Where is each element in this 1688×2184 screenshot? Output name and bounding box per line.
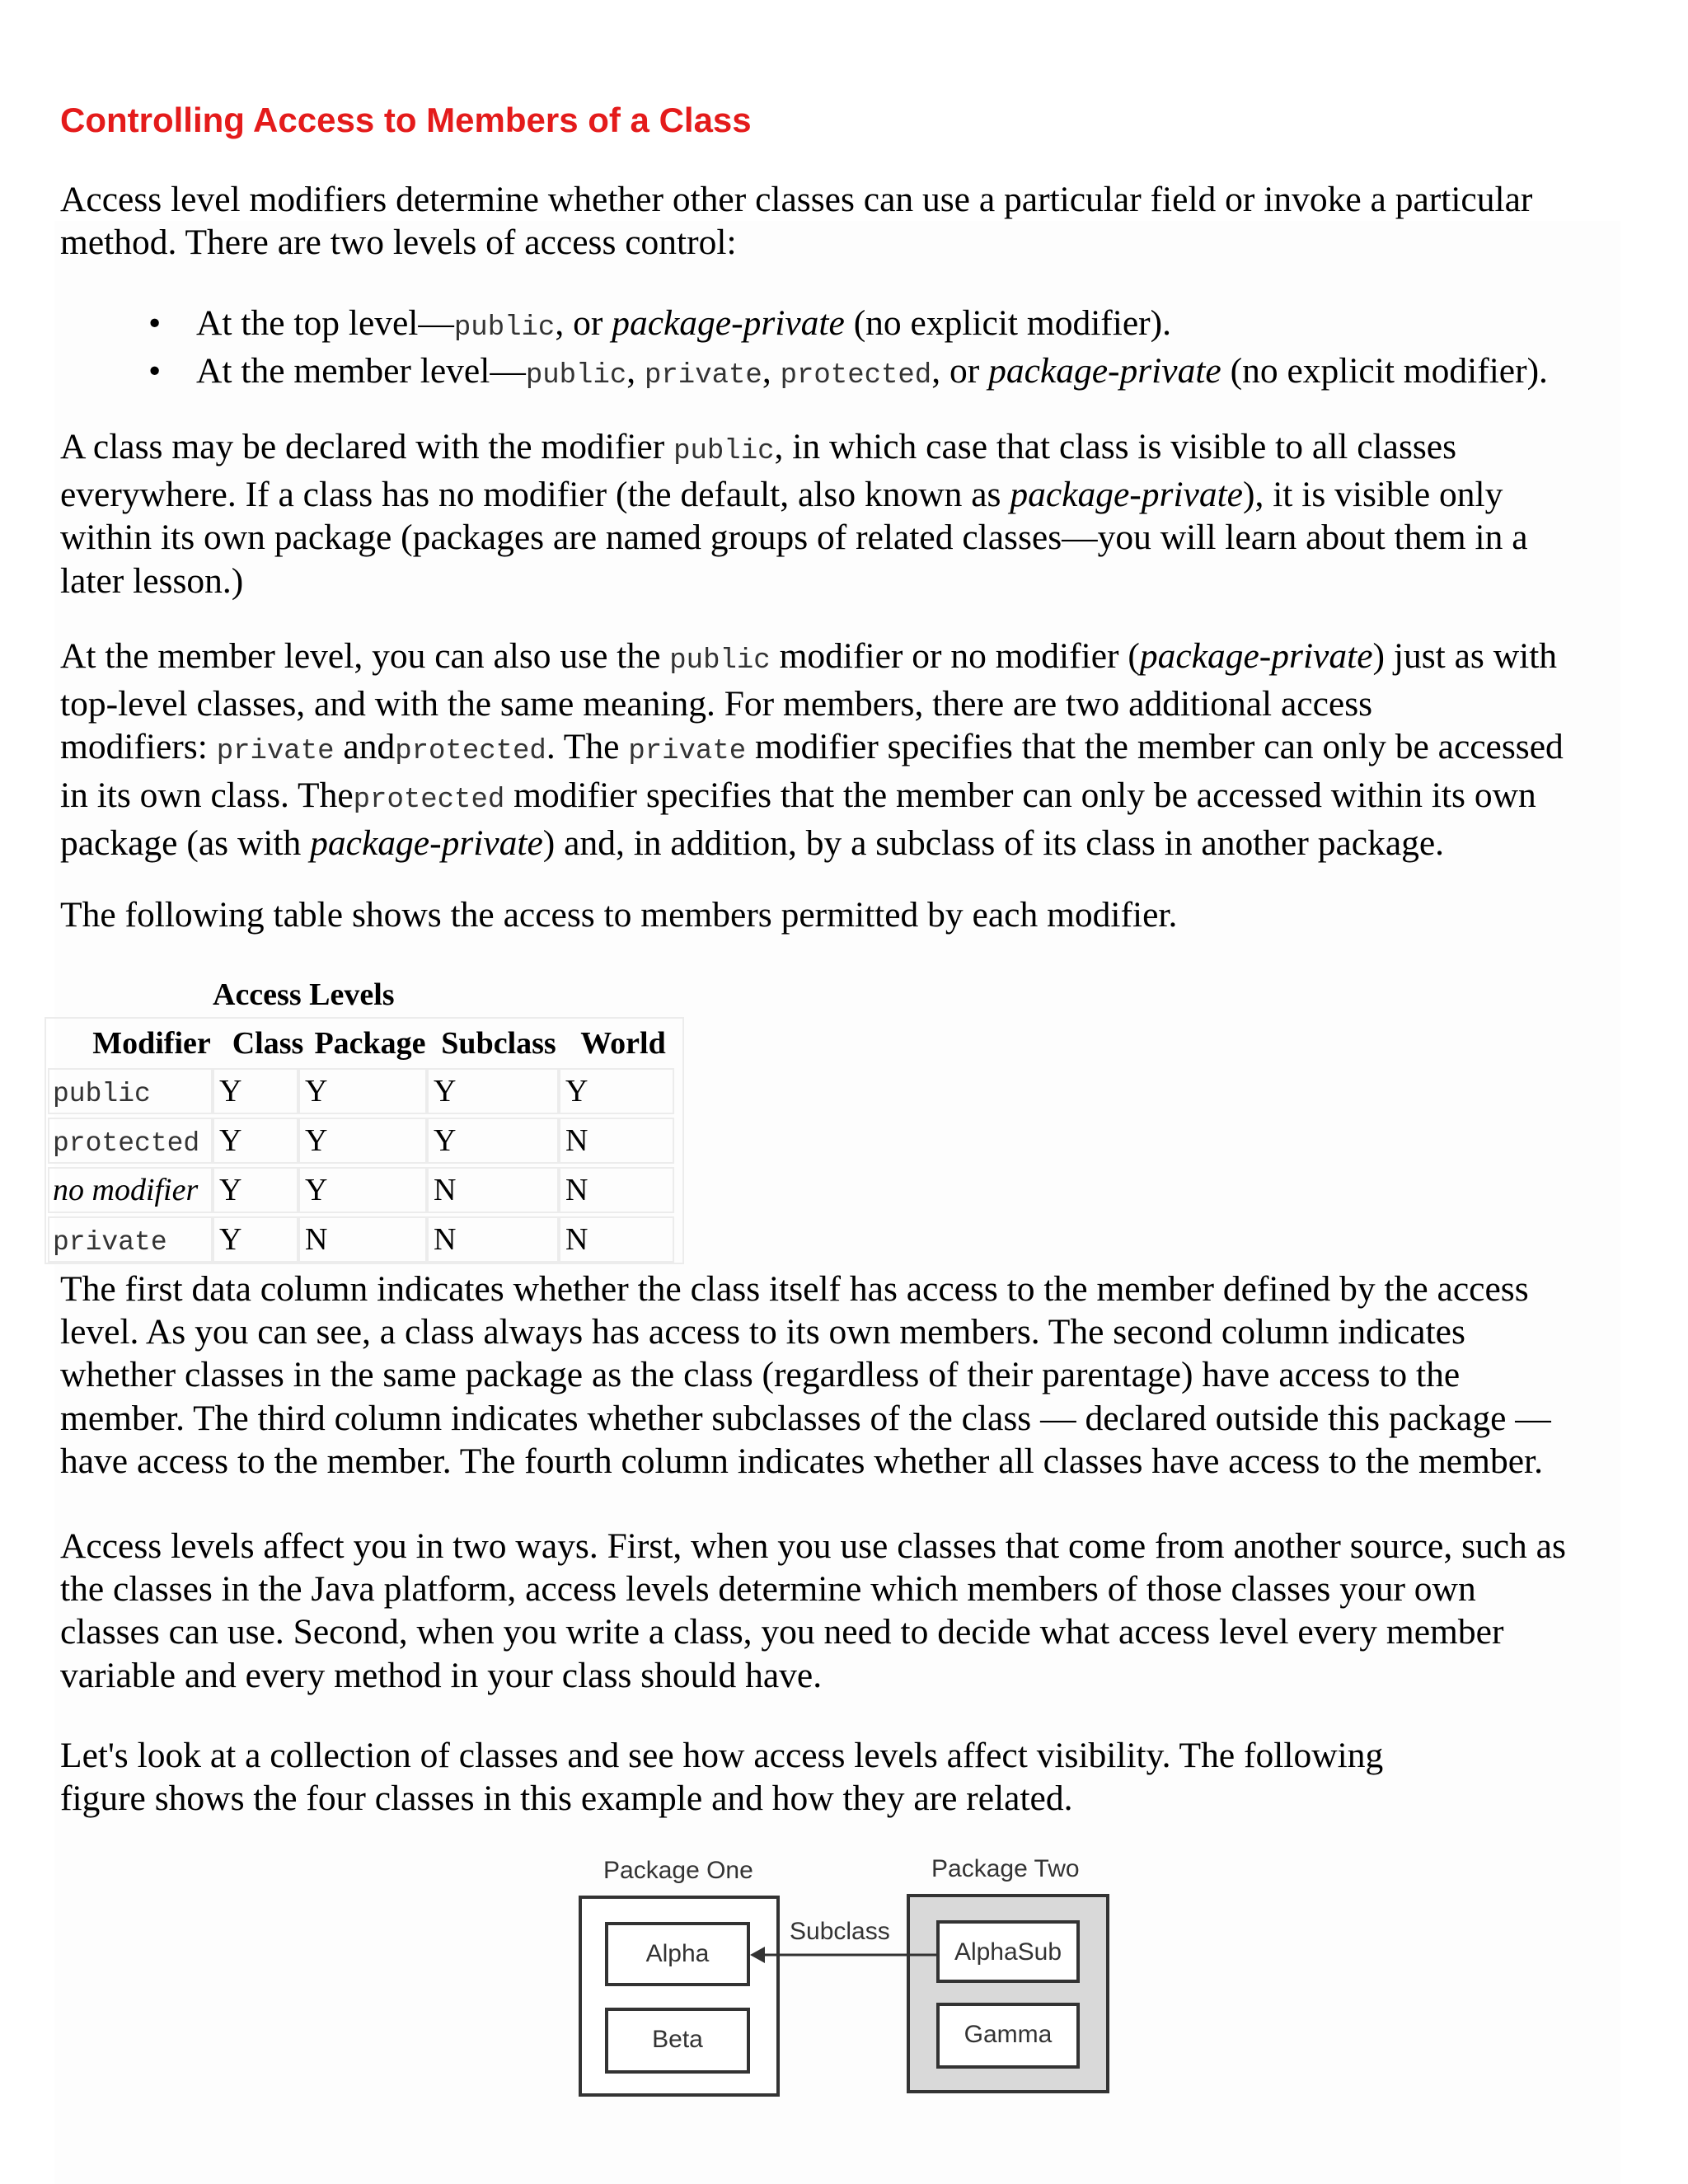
table-cell: Y: [213, 1118, 298, 1164]
table-cell-modifier: protected: [48, 1118, 213, 1164]
table-header-world: World: [580, 1026, 666, 1061]
table-cell-modifier: no modifier: [48, 1167, 213, 1213]
table-cell: N: [559, 1216, 674, 1263]
access-levels-table: [45, 1017, 684, 1264]
class-modifier-paragraph: A class may be declared with the modifier public, in which case that class is visible to all classes everywhere. If a class has no modifier (the default, also known as package-private), it is visible only within its own package (packages are named groups of related classes—you will learn about them in a later lesson.): [60, 427, 1528, 601]
table-cell: Y: [427, 1118, 559, 1164]
bullet-icon: •: [148, 351, 162, 391]
access-levels-affect-paragraph: Access levels affect you in two ways. First, when you use classes that come from another source, such as the classes in the Java platform, access levels determine which members of those classes your own classes can use. Second, when you write a class, you need to decide what access level every member variable and every method in your class should have.: [60, 1526, 1566, 1695]
arrowhead-icon: [750, 1947, 765, 1963]
table-intro-paragraph: The following table shows the access to members permitted by each modifier.: [60, 895, 1178, 935]
alpha-class-box: Alpha: [605, 1922, 750, 1986]
table-header-class: Class: [232, 1026, 304, 1061]
gamma-class-box: Gamma: [936, 2003, 1080, 2069]
table-cell: N: [427, 1216, 559, 1263]
columns-explanation-paragraph: The first data column indicates whether the class itself has access to the member defined by the access level. As you can see, a class always has access to its own members. The second column indicates whether classes in the same package as the class (regardless of their parentage) have access to the member. The third column indicates whether subclasses of the class — declared outside this package — have access to the member. The fourth column indicates whether all classes have access to the member.: [60, 1269, 1551, 1481]
class-relationship-figure: [569, 1846, 1113, 2110]
page-title: Controlling Access to Members of a Class: [60, 101, 752, 139]
table-header-package: Package: [314, 1026, 426, 1061]
table-cell-modifier: private: [48, 1216, 213, 1263]
figure-intro-paragraph: Let's look at a collection of classes and see how access levels affect visibility. The following figure shows the four classes in this example and how they are related.: [60, 1736, 1384, 1819]
intro-paragraph: [60, 178, 1643, 264]
table-header-subclass: Subclass: [441, 1026, 556, 1061]
alphasub-class-box: AlphaSub: [936, 1920, 1080, 1983]
table-caption: Access Levels: [213, 977, 395, 1012]
table-cell: Y: [213, 1068, 298, 1114]
table-cell: N: [559, 1167, 674, 1213]
table-cell: Y: [427, 1068, 559, 1114]
package-one-label: Package One: [603, 1857, 753, 1884]
table-cell: N: [427, 1167, 559, 1213]
intro-line-2: method. There are two levels of access control:: [60, 223, 737, 263]
table-header-modifier: Modifier: [92, 1026, 211, 1061]
table-cell: Y: [298, 1167, 427, 1213]
table-cell: Y: [213, 1216, 298, 1263]
table-cell: Y: [298, 1118, 427, 1164]
subclass-label: Subclass: [790, 1918, 890, 1945]
list-item: • At the member level—public, private, protected, or package-private (no explicit modifier).: [148, 351, 1548, 392]
table-cell: N: [298, 1216, 427, 1263]
table-cell: N: [559, 1118, 674, 1164]
package-two-label: Package Two: [931, 1855, 1080, 1882]
access-levels-list: [60, 302, 1548, 397]
table-cell: Y: [213, 1167, 298, 1213]
beta-class-box: Beta: [605, 2008, 750, 2074]
bullet-icon: •: [148, 303, 162, 343]
subclass-arrow: [750, 1943, 940, 1968]
member-level-paragraph: At the member level, you can also use the public modifier or no modifier (package-private) just as with top-level classes, and with the same meaning. For members, there are two additional access modifiers: private andprotected. The private modifier specifies that the member can only be accessed in its own class. Theprotected modifier specifies that the member can only be accessed within its own package (as with package-private) and, in addition, by a subclass of its class in another package.: [60, 636, 1564, 863]
intro-line-1: Access level modifiers determine whether other classes can use a particular field or invoke a particular: [60, 180, 1533, 219]
table-cell-modifier: public: [48, 1068, 213, 1114]
list-item: • At the top level—public, or package-private (no explicit modifier).: [148, 303, 1172, 344]
table-cell: Y: [298, 1068, 427, 1114]
table-cell: Y: [559, 1068, 674, 1114]
